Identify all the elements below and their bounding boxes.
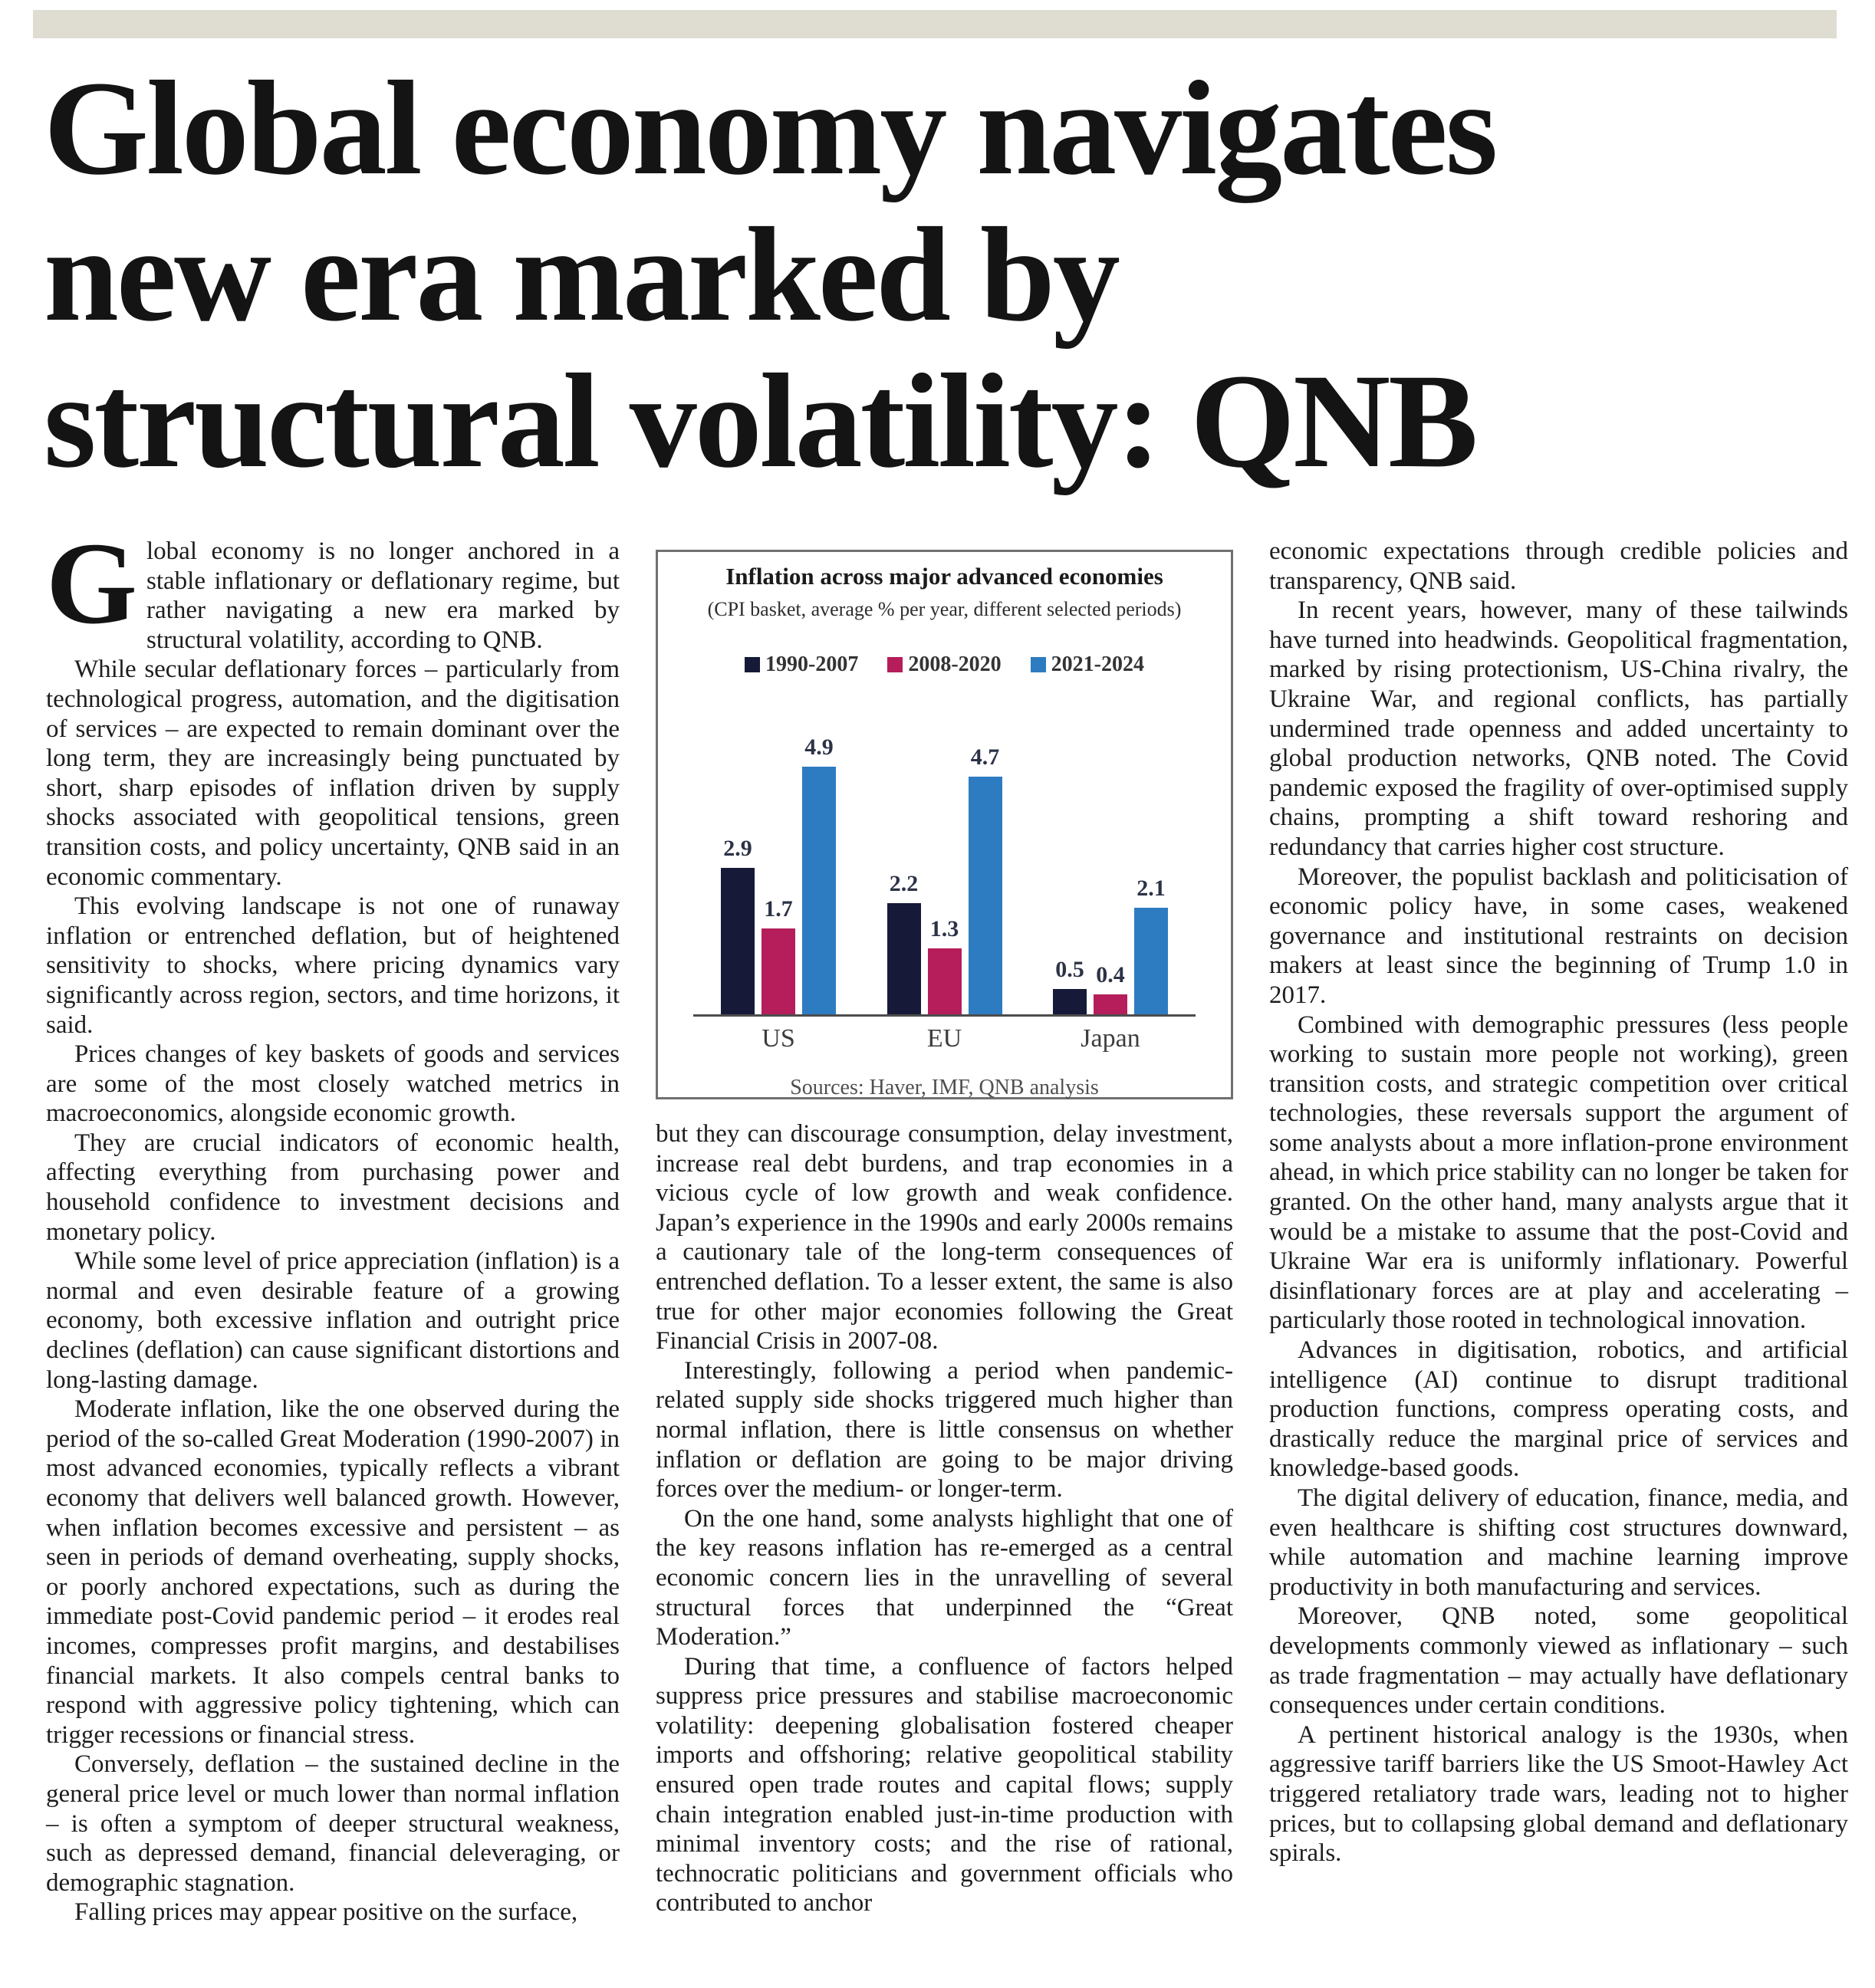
legend-swatch (745, 657, 760, 672)
bar-value-label: 4.7 (970, 744, 1000, 771)
category-label-eu: EU (926, 1024, 962, 1053)
headline-line-1: Global economy navigates (44, 54, 1496, 203)
paragraph: Moreover, QNB noted, some geopolitical developments commonly viewed as inflationary – such as trade fragmentation – may actually have deflationary consequences under certain conditions. (1269, 1602, 1848, 1720)
bar-value-label: 0.5 (1055, 957, 1084, 983)
paragraph: In recent years, however, many of these tailwinds have turned into headwinds. Geopolitical fragmentation, marked by rising protectionism, US-China rivalry, the Ukraine War, and regional conflicts, has partially undermined trade openness and added uncertainty to global production networks, QNB noted. The Covid pandemic exposed the fragility of over-optimised supply chains, prompting a shift toward reshoring and redundancy that carries higher cost structure. (1269, 596, 1848, 861)
inflation-bar-chart (656, 550, 1233, 1099)
bar-cell (802, 733, 836, 1014)
column-2-text (656, 1119, 1233, 1918)
section-divider-bar (33, 10, 1837, 38)
bar-2008-2020-japan (1094, 994, 1127, 1014)
bar-value-label: 1.3 (929, 916, 959, 942)
legend-item (887, 650, 1001, 680)
chart-subtitle: (CPI basket, average % per year, different selected periods) (707, 597, 1182, 620)
headline-line-2: new era marked by (44, 200, 1118, 350)
bar-cell (1134, 874, 1168, 1014)
bar-value-label: 2.9 (723, 836, 752, 862)
bar-cell (969, 743, 1002, 1014)
bar-value-label: 1.7 (764, 896, 793, 922)
article-headline (44, 55, 1846, 495)
paragraph: Advances in digitisation, robotics, and artificial intelligence (AI) continue to disrupt traditional production functions, compress operating costs, and drastically reduce the marginal price of services and knowledge-based goods. (1269, 1336, 1848, 1483)
chart-category-axis (693, 1017, 1196, 1054)
article-column-3 (1269, 537, 1848, 1868)
paragraph: While secular deflationary forces – particularly from technological progress, automation, and the digitisation of services – are expected to remain dominant over the long term, they are increasingly being punctuated by short, sharp episodes of inflation driven by supply shocks associated with geopolitical tensions, green transition costs, and policy uncertainty, QNB said in an economic commentary. (46, 656, 620, 891)
bar-2008-2020-us (762, 928, 795, 1014)
bar-value-label: 4.9 (804, 734, 834, 761)
paragraph: Combined with demographic pressures (less people working to sustain more people not working), green transition costs, and strategic competition over critical technologies, these reversals support the argument of some analysts about a more inflation-prone environment ahead, in which price stability can no longer be taken for granted. On the other hand, many analysts argue that it would be a mistake to assume that the post-Covid and Ukraine War era is uniformly inflationary. Powerful disinflationary forces are at play and accelerating – particularly those rooted in technological innovation. (1269, 1010, 1848, 1335)
category-label-japan: Japan (1081, 1024, 1140, 1053)
paragraph: Global economy is no longer anchored in a stable inflationary or deflationary regime, but rather navigating a new era marked by structural volatility, according to QNB. (46, 519, 620, 654)
chart-legend (658, 650, 1231, 680)
paragraph: Interestingly, following a period when pandemic-related supply side shocks triggered much higher than normal inflation, there is little consensus on whether inflation or deflation are going to be major driving forces over the medium- or longer-term. (656, 1356, 1233, 1503)
legend-swatch (1031, 657, 1046, 672)
bar-cell (721, 834, 755, 1014)
legend-swatch (887, 657, 903, 672)
paragraph: The digital delivery of education, finance, media, and even healthcare is shifting cost structures downward, while automation and machine learning improve productivity in both manufacturing and services. (1269, 1484, 1848, 1601)
bar-group-eu (887, 743, 1002, 1014)
paragraph: On the one hand, some analysts highlight that one of the key reasons inflation has re-emerged as a central economic concern lies in the unravelling of several structural forces that underpinned the “Great Moderation.” (656, 1504, 1233, 1651)
paragraph: A pertinent historical analogy is the 1930s, when aggressive tariff barriers like the US Smoot-Hawley Act triggered retaliatory trade wars, leading not to higher prices, but to collapsing global demand and deflationary spirals. (1269, 1720, 1848, 1868)
bar-cell (887, 869, 921, 1014)
paragraph: but they can discourage consumption, delay investment, increase real debt burdens, and trap economies in a vicious cycle of low growth and weak confidence. Japan’s experience in the 1990s and early 2000s remains a cautionary tale of the long-term consequences of entrenched deflation. To a lesser extent, the same is also true for other major economies following the Great Financial Crisis in 2007-08. (656, 1120, 1233, 1355)
bar-2008-2020-eu (928, 948, 962, 1014)
bar-cell (1053, 955, 1087, 1014)
headline-line-3: structural volatility: QNB (44, 347, 1476, 496)
paragraph: Falling prices may appear positive on the surface, (74, 1898, 578, 1927)
legend-label: 2008-2020 (908, 652, 1002, 677)
bar-1990-2007-us (721, 868, 755, 1014)
legend-label: 2021-2024 (1051, 652, 1144, 677)
article-column-2 (656, 537, 1233, 1918)
paragraph: Prices changes of key baskets of goods and services are some of the most closely watched metrics in macroeconomics, alongside economic growth. (46, 1040, 620, 1128)
paragraph: Moreover, the populist backlash and politicisation of economic policy have, in some cases, weakened governance and institutional restraints on decision makers at least since the beginning of Trump 1.0 in 2017. (1269, 863, 1848, 1009)
paragraph: While some level of price appreciation (inflation) is a normal and even desirable feature of a growing economy, both excessive inflation and outright price declines (deflation) can cause significant distortions and long-lasting damage. (46, 1247, 620, 1394)
chart-plot-area (693, 692, 1196, 1017)
chart-title: Inflation across major advanced economies (725, 563, 1163, 590)
bar-value-label: 0.4 (1096, 962, 1125, 988)
bar-cell (928, 915, 962, 1014)
bar-1990-2007-japan (1053, 989, 1087, 1014)
bar-2021-2024-us (802, 767, 836, 1014)
chart-source-note: Sources: Haver, IMF, QNB analysis (790, 1076, 1099, 1100)
article-column-1 (46, 519, 620, 1927)
legend-item (1031, 650, 1144, 680)
bar-cell (762, 895, 795, 1014)
drop-cap: G (46, 519, 138, 649)
legend-label: 1990-2007 (765, 652, 859, 677)
paragraph: economic expectations through credible policies and transparency, QNB said. (1269, 537, 1848, 595)
paragraph: Conversely, deflation – the sustained decline in the general price level or much lower than normal inflation – is often a symptom of deeper structural weakness, such as depressed demand, financial deleveraging, or demographic stagnation. (46, 1750, 620, 1897)
bar-2021-2024-eu (969, 777, 1002, 1014)
bar-cell (1094, 961, 1127, 1014)
paragraph: During that time, a confluence of factors helped suppress price pressures and stabilise macroeconomic volatility: deepening globalisation fostered cheaper imports and offshoring; relative geopolitical stability ensured open trade routes and capital flows; supply chain integration enabled just-in-time production with minimal inventory costs; and the rise of rational, technocratic politicians and government officials who contributed to anchor (656, 1652, 1233, 1917)
bar-value-label: 2.1 (1137, 876, 1166, 902)
bar-group-us (721, 733, 836, 1014)
bar-1990-2007-eu (887, 903, 921, 1014)
bar-2021-2024-japan (1134, 908, 1168, 1014)
bar-group-japan (1053, 874, 1168, 1014)
paragraph: They are crucial indicators of economic health, affecting everything from purchasing power and household confidence to investment decisions and monetary policy. (46, 1129, 620, 1246)
paragraph: Moderate inflation, like the one observed during the period of the so-called Great Moderation (1990-2007) in most advanced economies, typically reflects a vibrant economy that delivers well balanced growth. However, when inflation becomes excessive and persistent – as seen in periods of demand overheating, supply shocks, or poorly anchored expectations, such as during the immediate post-Covid pandemic period – it erodes real incomes, compresses profit margins, and destabilises financial markets. It also compels central banks to respond with aggressive policy tightening, which can trigger recessions or financial stress. (46, 1395, 620, 1749)
paragraph: This evolving landscape is not one of runaway inflation or entrenched deflation, but of heightened sensitivity to shocks, where pricing dynamics vary significantly across region, sectors, and time horizons, it said. (46, 892, 620, 1039)
category-label-us: US (762, 1024, 795, 1053)
legend-item (745, 650, 858, 680)
bar-value-label: 2.2 (889, 871, 919, 897)
